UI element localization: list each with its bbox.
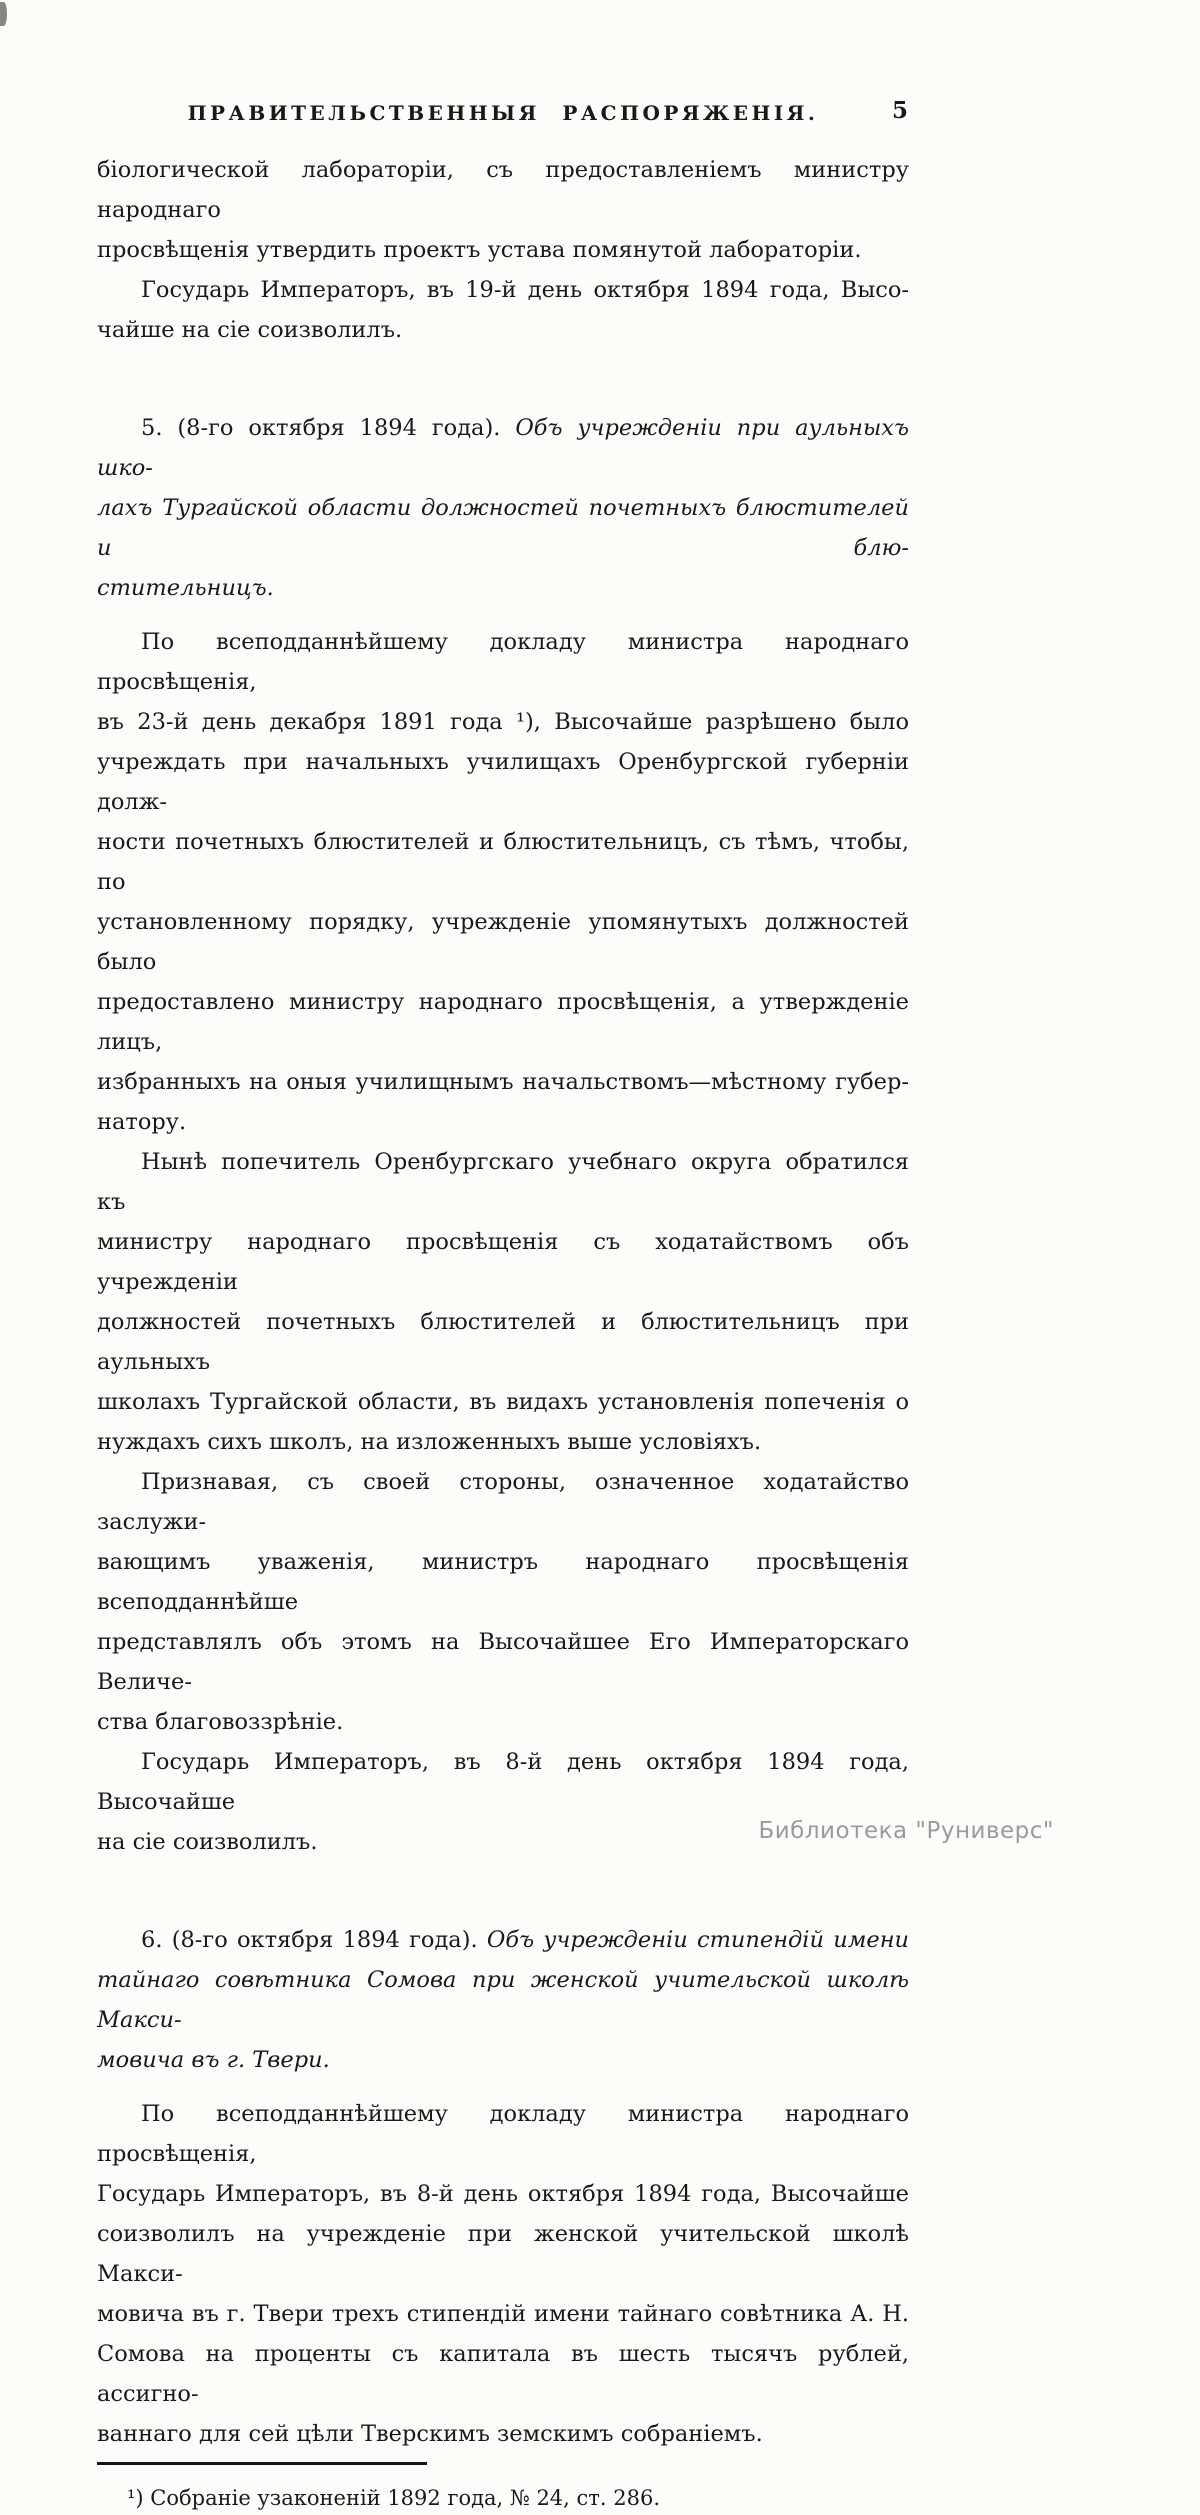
text-line: Государь Императоръ, въ 8-й день октября 1894 года, Высочайше <box>97 1749 909 1815</box>
paragraph <box>97 2094 909 2454</box>
text-line: нуждахъ сихъ школъ, на изложенныхъ выше условіяхъ. <box>97 1429 762 1455</box>
text-line: чайше на сіе соизволилъ. <box>97 317 403 343</box>
scan-edge-artifact <box>0 2 7 26</box>
section-heading <box>97 408 909 608</box>
text-line: соизволилъ на учрежденіе при женской учительской школѣ Макси- <box>97 2221 909 2287</box>
content-column <box>97 150 909 2515</box>
text-line: представлялъ объ этомъ на Высочайшее Его Императорскаго Величе- <box>97 1629 909 1695</box>
text-line: школахъ Тургайской области, въ видахъ установленія попеченія о <box>97 1389 909 1415</box>
text-line: учреждать при начальныхъ училищахъ Оренбургской губерніи долж- <box>97 749 909 815</box>
text-line: Государь Императоръ, въ 19-й день октября 1894 года, Высо- <box>141 277 909 303</box>
section-title: Объ учрежденіи стипендій имени <box>486 1927 910 1953</box>
paragraph <box>97 1742 909 1862</box>
text-line: Нынѣ попечитель Оренбургскаго учебнаго округа обратился къ <box>97 1149 909 1215</box>
running-header-title: ПРАВИТЕЛЬСТВЕННЫЯ РАСПОРЯЖЕНІЯ. <box>187 101 819 125</box>
section-number-date: 5. (8-го октября 1894 года). <box>141 415 501 441</box>
section-heading <box>97 1920 909 2080</box>
running-header <box>96 97 910 125</box>
text-line: мовича въ г. Твери трехъ стипендій имени тайнаго совѣтника А. Н. <box>97 2301 909 2327</box>
section-title: лахъ Тургайской области должностей почетныхъ блюстителей и блю- <box>97 495 909 561</box>
text-line: Сомова на проценты съ капитала въ шесть тысячъ рублей, ассигно- <box>97 2341 909 2407</box>
text-line <box>97 1960 909 2040</box>
paragraph <box>97 270 909 350</box>
text-line: предоставлено министру народнаго просвѣщенія, а утвержденіе лицъ, <box>97 989 909 1055</box>
text-line: министру народнаго просвѣщенія съ ходатайствомъ объ учрежденіи <box>97 1229 909 1295</box>
paragraph <box>97 1142 909 1462</box>
text-line: должностей почетныхъ блюстителей и блюстительницъ при аульныхъ <box>97 1309 909 1375</box>
text-line: Государь Императоръ, въ 8-й день октября 1894 года, Высочайше <box>97 2181 909 2207</box>
text-line: По всеподданнѣйшему докладу министра народнаго просвѣщенія, <box>97 2101 909 2167</box>
text-line: ности почетныхъ блюстителей и блюстительницъ, съ тѣмъ, чтобы, по <box>97 829 909 895</box>
text-line: просвѣщенія утвердить проектъ устава помянутой лабораторіи. <box>97 237 862 263</box>
text-line: на сіе соизволилъ. <box>97 1829 318 1855</box>
text-line: вающимъ уваженія, министръ народнаго просвѣщенія всеподданнѣйше <box>97 1549 909 1615</box>
footnote-separator-rule <box>97 2462 427 2465</box>
section-number-date: 6. (8-го октября 1894 года). <box>141 1927 478 1953</box>
footnote: ¹) Собраніе узаконеній 1892 года, № 24, ст. 286. <box>127 2486 660 2510</box>
paragraph <box>97 150 909 270</box>
paragraph <box>97 1462 909 1742</box>
text-line <box>97 408 909 488</box>
text-line: натору. <box>97 1109 187 1135</box>
text-line: въ 23-й день декабря 1891 года ¹), Высочайше разрѣшено было <box>97 709 909 735</box>
text-line: установленному порядку, учрежденіе упомянутыхъ должностей было <box>97 909 909 975</box>
section-title: Объ учрежденіи при аульныхъ шко- <box>97 415 909 481</box>
text-line <box>97 2040 909 2080</box>
text-line: избранныхъ на оныя училищнымъ начальствомъ—мѣстному губер- <box>97 1069 909 1095</box>
text-line: біологической лабораторіи, съ предоставленіемъ министру народнаго <box>97 157 909 223</box>
text-line: ваннаго для сей цѣли Тверскимъ земскимъ собраніемъ. <box>97 2421 763 2447</box>
text-line: По всеподданнѣйшему докладу министра народнаго просвѣщенія, <box>97 629 909 695</box>
section-title: стительницъ. <box>97 575 274 601</box>
library-watermark: Библиотека "Руниверс" <box>758 1818 1054 1844</box>
text-line <box>97 568 909 608</box>
text-line <box>97 1920 909 1960</box>
paragraph <box>97 622 909 1142</box>
section-title: мовича въ г. Твери. <box>97 2047 330 2073</box>
text-line: ства благовоззрѣніе. <box>97 1709 344 1735</box>
page-number: 5 <box>891 97 908 124</box>
text-line <box>97 488 909 568</box>
section-title: тайнаго совѣтника Сомова при женской учительской школѣ Макси- <box>97 1967 909 2033</box>
text-line: Признавая, съ своей стороны, означенное ходатайство заслужи- <box>97 1469 909 1535</box>
